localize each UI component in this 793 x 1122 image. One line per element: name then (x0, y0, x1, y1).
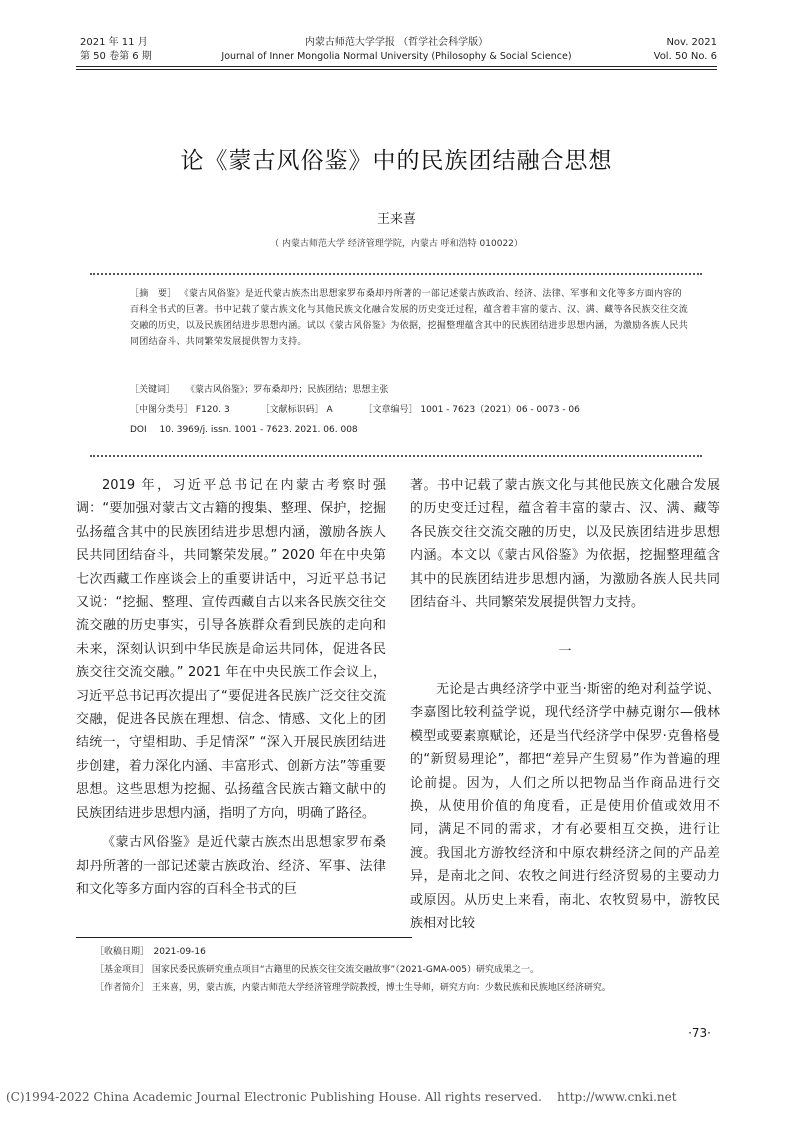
paragraph: 《蒙古风俗鉴》是近代蒙古族杰出思想家罗布桑却丹所著的一部记述蒙古族政治、经济、军事、法律和文化等多方面内容的百科全书式的巨 (76, 835, 386, 897)
header-date-en: Nov. 2021 (666, 37, 717, 48)
body-right-column (410, 474, 720, 614)
paragraph: 著。书中记载了蒙古族文化与其他民族文化融合发展的历史变迁过程，蕴含着丰富的蒙古、汉、满、藏等各民族交往交流交融的历史，以及民族团结进步思想内涵。本文以《蒙古风俗鉴》为依据，挖掘整理蕴含其中的民族团结进步思想内涵，为激励各族人民共同团结奋斗、共同繁荣发展提供智力支持。 (410, 478, 720, 611)
doi-label: DOI (130, 425, 147, 435)
abstract-text: 《蒙古风俗鉴》是近代蒙古族杰出思想家罗布桑却丹所著的一部记述蒙古族政治、经济、法律、军事和文化等多方面内容的百科全书式的巨著。书中记载了蒙古族文化与其他民族文化融合发展的历史变迁过程，蕴含着丰富的蒙古、汉、满、藏等各民族交往交流交融的历史，以及民族团结进步思想内涵。试以《蒙古风俗鉴》为依据，挖掘整理蕴含其中的民族团结进步思想内涵，为激励各族人民共同团结奋斗、共同繁荣发展提供智力支持。 (130, 289, 689, 347)
author-name: 王来喜 (376, 212, 416, 227)
footnote-author-text: 王来喜，男，蒙古族，内蒙古师范大学经济管理学院教授，博士生导师，研究方向：少数民族和民族地区经济研究。 (151, 983, 611, 993)
copyright-notice: (C)1994-2022 China Academic Journal Electronic Publishing House. All rights reserved. http://www.cnki.net (6, 1090, 677, 1104)
keywords-text: 《蒙古风俗鉴》；罗布桑却丹；民族团结；思想主张 (185, 385, 389, 395)
author-affiliation: （ 内蒙古师范大学 经济管理学院，内蒙古 呼和浩特 010022） (270, 239, 523, 249)
header-rule (76, 66, 717, 67)
abstract-label: ［摘 要］ (130, 289, 177, 299)
body-left-column (76, 474, 386, 901)
abstract-bottom-divider (90, 455, 702, 457)
footnote-author (95, 980, 705, 996)
clc-label: ［中图分类号］ (130, 405, 194, 415)
keywords-label: ［关键词］ (130, 385, 176, 395)
header-volume-en: Vol. 50 No. 6 (653, 51, 717, 62)
footnote-author-label: ［作者简介］ (95, 983, 150, 993)
page-number: ·73· (688, 1026, 711, 1040)
body-right-section (410, 678, 720, 935)
footnote-received: ［收稿日期］ 2021-09-16 (95, 947, 206, 957)
article-no-label: ［文章编号］ (363, 405, 418, 415)
header-date: 2021 年 11 月 (80, 37, 148, 48)
paragraph: 2019 年，习近平总书记在内蒙古考察时强调：“要加强对蒙古文古籍的搜集、整理、保护，挖掘弘扬蕴含其中的民族团结进步思想内涵，激励各族人民共同团结奋斗，共同繁荣发展。” 2020 年在中央第七次西藏工作座谈会上的重要讲话中，习近平总书记又说：“挖掘、整理、宣传西藏自古以来各民族交往交流交融的历史事实，引导各族群众看到民族的走向和未来，深刻认识到中华民族是命运共同体，促进各民族交往交流交融。” 2021 年在中央民族工作会议上，习近平总书记再次提出了“要促进各民族广泛交往交流交融，促进各民族在理想、信念、情感、文化上的团结统一，守望相助、手足情深” “深入开展民族团结进步创建，着力深化内涵、丰富形式、创新方法”等重要思想。这些思想为挖掘、弘扬蕴含民族古籍文献中的民族团结进步思想内涵，指明了方向，明确了路径。 (76, 478, 386, 821)
article-no-value: 1001 - 7623（2021）06 - 0073 - 06 (420, 405, 580, 415)
doccode-label: ［文献标识码］ (260, 405, 324, 415)
header-rule-thin (76, 69, 717, 70)
keywords (130, 382, 690, 398)
abstract-top-divider (90, 273, 702, 275)
header-volume: 第 50 卷第 6 期 (80, 51, 152, 62)
doi-line (130, 422, 690, 438)
doi-value: 10. 3969/j. issn. 1001 - 7623. 2021. 06. 008 (159, 425, 358, 435)
doccode-value: A (326, 405, 333, 415)
footnote-rule (76, 937, 412, 938)
header-journal-en: Journal of Inner Mongolia Normal University (Philosophy & Social Science) (221, 51, 572, 62)
clc-value: F120. 3 (195, 405, 230, 415)
footnote-fund: ［基金项目］ 国家民委民族研究重点项目“古籍里的民族交往交流交融故事”（2021-GMA-005）研究成果之一。 (95, 965, 539, 975)
paragraph: 无论是古典经济学中亚当·斯密的绝对利益学说、李嘉图比较利益学说，现代经济学中赫克谢尔—俄林模型或要素禀赋论，还是当代经济学中保罗·克鲁格曼的“新贸易理论”，都把“差异产生贸易”作为普遍的理论前提。因为，人们之所以把物品当作商品进行交换，从使用价值的角度看，正是使用价值或效用不同，满足不同的需求，才有必要相互交换，进行让渡。我国北方游牧经济和中原农耕经济之间的产品差异，是南北之间、农牧之间进行经济贸易的主要动力或原因。从历史上来看，南北、农牧贸易中，游牧民族相对比较 (410, 682, 720, 932)
abstract (130, 286, 690, 350)
section-heading: 一 (558, 644, 572, 659)
classification-line (130, 402, 690, 418)
article-title: 论《蒙古风俗鉴》中的民族团结融合思想 (180, 148, 613, 174)
header-journal-cn: 内蒙古师范大学学报 （哲学社会科学版） (304, 37, 489, 48)
